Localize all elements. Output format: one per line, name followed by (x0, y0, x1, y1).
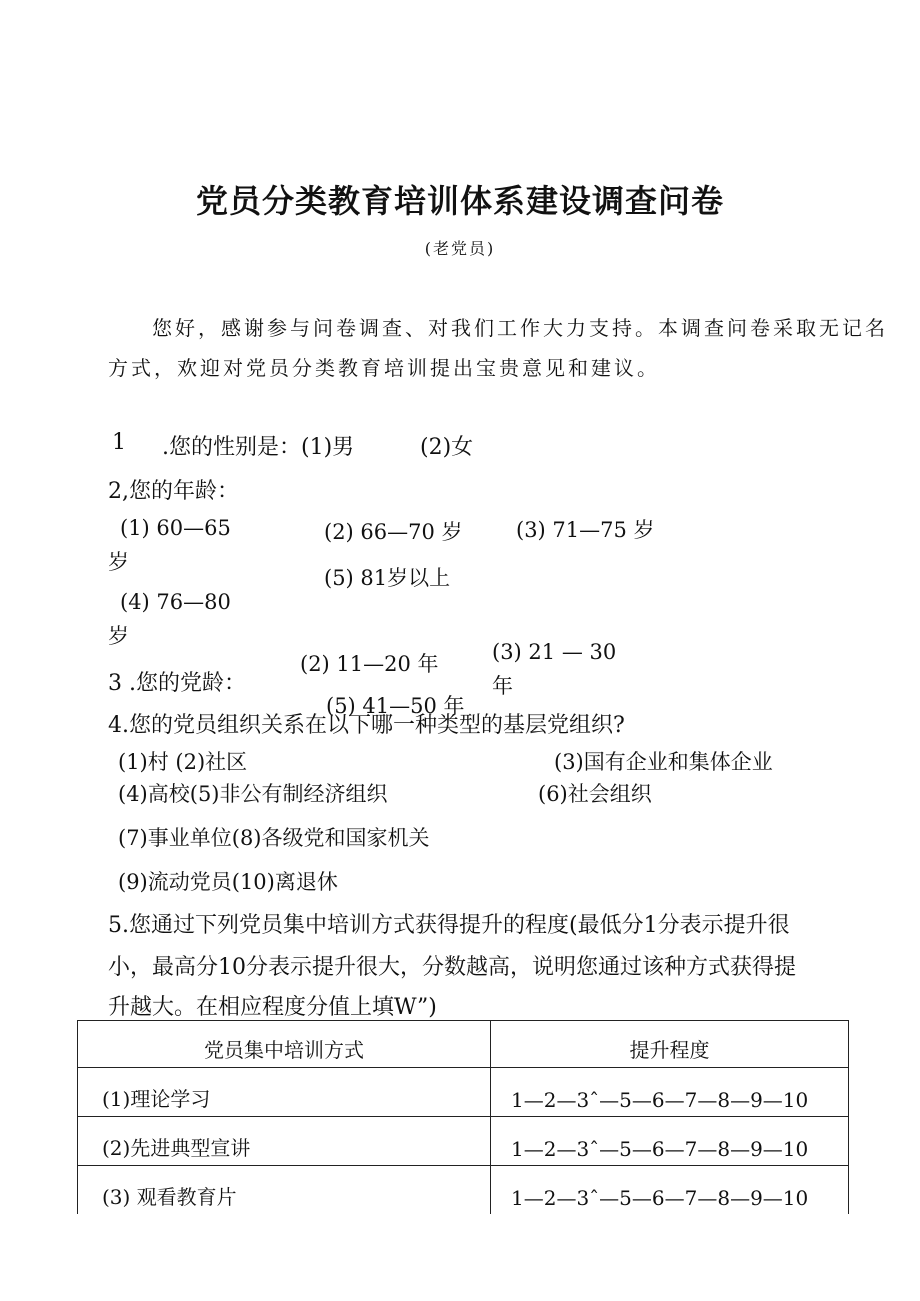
q1-number: 1 (112, 430, 126, 455)
q2-option-3: (3) 71—75 岁 (516, 518, 655, 542)
table-cell-scale[interactable]: 1—2—3ˆ—5—6—7—8—9—10 (491, 1068, 849, 1117)
table-row (78, 1068, 849, 1117)
q5-line-3: 升越大。在相应程度分值上填W”) (108, 995, 437, 1020)
q4-option-3: (3)国有企业和集体企业 (554, 750, 773, 774)
q3-option-3: (3) 21 — 30 (492, 640, 617, 664)
q4-option-1-2: (1)村 (2)社区 (118, 750, 248, 774)
q1-option-2: (2)女 (420, 435, 474, 460)
q2-option-1: (1) 60—65 (120, 516, 231, 540)
q2-option-4: (4) 76—80 (120, 590, 231, 614)
table-header-row (78, 1021, 849, 1068)
intro-line-2: 方式，欢迎对党员分类教育培训提出宝贵意见和建议。 (108, 356, 660, 380)
table-header-level: 提升程度 (491, 1021, 849, 1068)
q4-option-7-8: (7)事业单位(8)各级党和国家机关 (118, 826, 430, 850)
table-header-method: 党员集中培训方式 (78, 1021, 491, 1068)
intro-line-1: 您好，感谢参与问卷调查、对我们工作大力支持。本调查问卷采取无记名 (152, 316, 888, 340)
q1-text: .您的性别是：(1)男 (162, 435, 355, 460)
q2-option-1-unit: 岁 (108, 550, 129, 574)
q4-option-4-5: (4)高校(5)非公有制经济组织 (118, 782, 388, 806)
page-title: 党员分类教育培训体系建设调查问卷 (195, 182, 724, 220)
q4-text: 4.您的党员组织关系在以下哪一种类型的基层党组织? (108, 713, 625, 738)
q2-text: 2,您的年龄： (108, 479, 239, 504)
q3-text: 3 .您的党龄： (108, 671, 246, 696)
table-row (78, 1117, 849, 1166)
q3-option-3-unit: 年 (492, 674, 513, 698)
q3-clipped-row (0, 690, 920, 718)
training-rating-table (77, 1020, 849, 1214)
q3-option-2: (2) 11—20 年 (300, 652, 439, 676)
q5-line-2: 小，最高分10分表示提升很大，分数越高，说明您通过该种方式获得提 (108, 955, 796, 980)
page-subtitle: (老党员) (424, 239, 496, 258)
table-cell-method: (3) 观看教育片 (78, 1166, 491, 1215)
table-cell-method: (1)理论学习 (78, 1068, 491, 1117)
q4-option-9-10: (9)流动党员(10)离退休 (118, 870, 338, 894)
q5-line-1: 5.您通过下列党员集中培训方式获得提升的程度(最低分1分表示提升很 (108, 913, 790, 938)
q2-option-4-unit: 岁 (108, 624, 129, 648)
table-cell-scale[interactable]: 1—2—3ˆ—5—6—7—8—9—10 (491, 1117, 849, 1166)
q2-option-2: (2) 66—70 岁 (324, 520, 463, 544)
q3-option-5-partial: (5) 41—50 年 (326, 694, 465, 718)
table-cell-scale[interactable]: 1—2—3ˆ—5—6—7—8—9—10 (491, 1166, 849, 1215)
q2-option-5: (5) 81岁以上 (324, 566, 451, 590)
table-row (78, 1166, 849, 1215)
q4-option-6: (6)社会组织 (538, 782, 652, 806)
table-cell-method: (2)先进典型宣讲 (78, 1117, 491, 1166)
